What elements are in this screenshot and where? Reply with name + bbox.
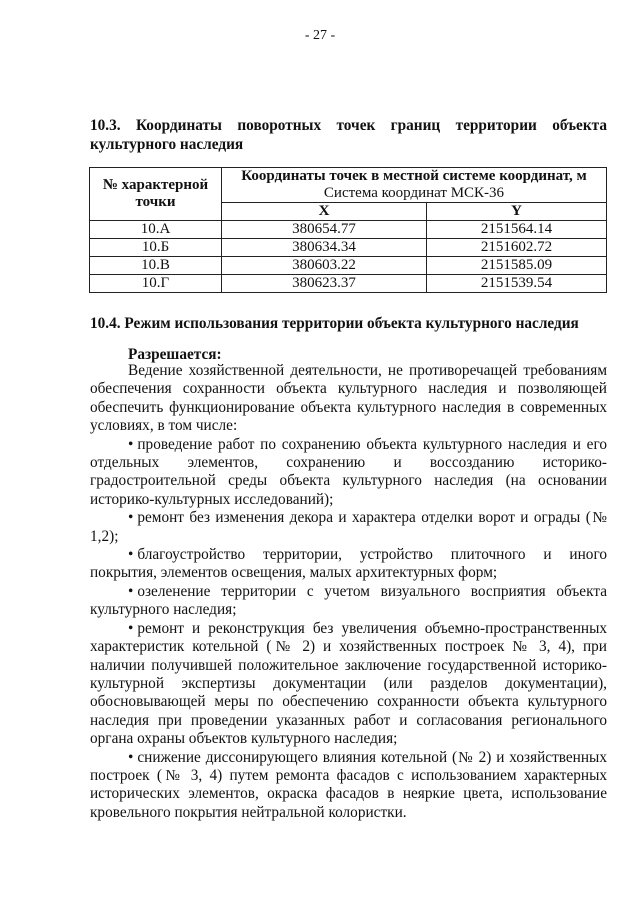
x-column-header: X bbox=[222, 203, 427, 221]
y-cell: 2151602.72 bbox=[427, 239, 607, 257]
table-row bbox=[90, 239, 607, 257]
bullet-icon: • bbox=[128, 748, 134, 766]
list-item bbox=[90, 620, 607, 749]
y-cell: 2151564.14 bbox=[427, 221, 607, 239]
bullet-icon: • bbox=[128, 435, 134, 453]
point-cell: 10.Г bbox=[90, 275, 222, 293]
point-column-header: № характерной точки bbox=[90, 168, 222, 221]
coordinates-header-title: Координаты точек в местной системе координат, м bbox=[241, 168, 587, 184]
intro-paragraph: Ведение хозяйственной деятельности, не противоречащей требованиям обеспечения сохранности объекта культурного наследия и позволяющей обеспечить функционирование объекта культурного наследия в современных условиях, в том числе: bbox=[90, 362, 607, 435]
point-cell: 10.А bbox=[90, 221, 222, 239]
point-cell: 10.В bbox=[90, 257, 222, 275]
list-item-text: озеленение территории с учетом визуального восприятия объекта культурного наследия; bbox=[90, 582, 607, 619]
y-cell: 2151539.54 bbox=[427, 275, 607, 293]
bullet-icon: • bbox=[128, 509, 134, 527]
table-row bbox=[90, 221, 607, 239]
table-row bbox=[90, 275, 607, 293]
list-item-text: снижение диссонирующего влияния котельной (№ 2) и хозяйственных построек (№ 3, 4) путем ремонта фасадов с использованием характерных исторических элементов, окраска фасадов в неяркие цвета, использование кровельного покрытия нейтральной колористки. bbox=[90, 748, 607, 821]
point-cell: 10.Б bbox=[90, 239, 222, 257]
section-10-4-body bbox=[90, 362, 607, 822]
list-item bbox=[90, 749, 607, 823]
section-10-3-title: 10.3. Координаты поворотных точек границ территории объекта культурного наследия bbox=[90, 117, 607, 153]
list-item-text: ремонт без изменения декора и характера отделки ворот и ограды (№ 1,2); bbox=[90, 509, 607, 545]
allowed-label: Разрешается: bbox=[128, 346, 222, 363]
list-item-text: ремонт и реконструкция без увеличения объемно-пространственных характеристик котельной (№ 2) и хозяйственных построек № 3, 4), при наличии получившей положительное заключение государственной историко-культурной экспертизы документации (или разделов документации), обосновывающей меры по обеспечению сохранности объекта культурного наследия при проведении указанных работ и согласования регионального органа охраны объектов культурного наследия; bbox=[90, 619, 607, 748]
page-number: - 27 - bbox=[304, 28, 336, 43]
list-item bbox=[90, 583, 607, 620]
coordinates-table bbox=[89, 167, 607, 293]
table-row bbox=[90, 257, 607, 275]
section-10-4-title: 10.4. Режим использования территории объекта культурного наследия bbox=[90, 315, 579, 332]
y-cell: 2151585.09 bbox=[427, 257, 607, 275]
y-column-header: Y bbox=[427, 203, 607, 221]
x-cell: 380603.22 bbox=[222, 257, 427, 275]
coordinates-column-header bbox=[222, 168, 607, 203]
x-cell: 380623.37 bbox=[222, 275, 427, 293]
list-item bbox=[90, 509, 607, 546]
table-header-row bbox=[90, 168, 607, 203]
x-cell: 380654.77 bbox=[222, 221, 427, 239]
bullet-icon: • bbox=[128, 582, 134, 600]
coordinate-system-label: Система координат МСК-36 bbox=[323, 185, 505, 201]
list-item-text: проведение работ по сохранению объекта культурного наследия и его отдельных элементов, сохранению и воссозданию историко-градостроительной среды объекта культурного наследия (на основании историко-культурных исследований); bbox=[90, 435, 607, 508]
x-cell: 380634.34 bbox=[222, 239, 427, 257]
list-item bbox=[90, 436, 607, 510]
list-item bbox=[90, 546, 607, 583]
list-item-text: благоустройство территории, устройство плиточного и иного покрытия, элементов освещения, малых архитектурных форм; bbox=[90, 546, 607, 582]
bullet-icon: • bbox=[128, 619, 134, 637]
bullet-icon: • bbox=[128, 546, 134, 564]
